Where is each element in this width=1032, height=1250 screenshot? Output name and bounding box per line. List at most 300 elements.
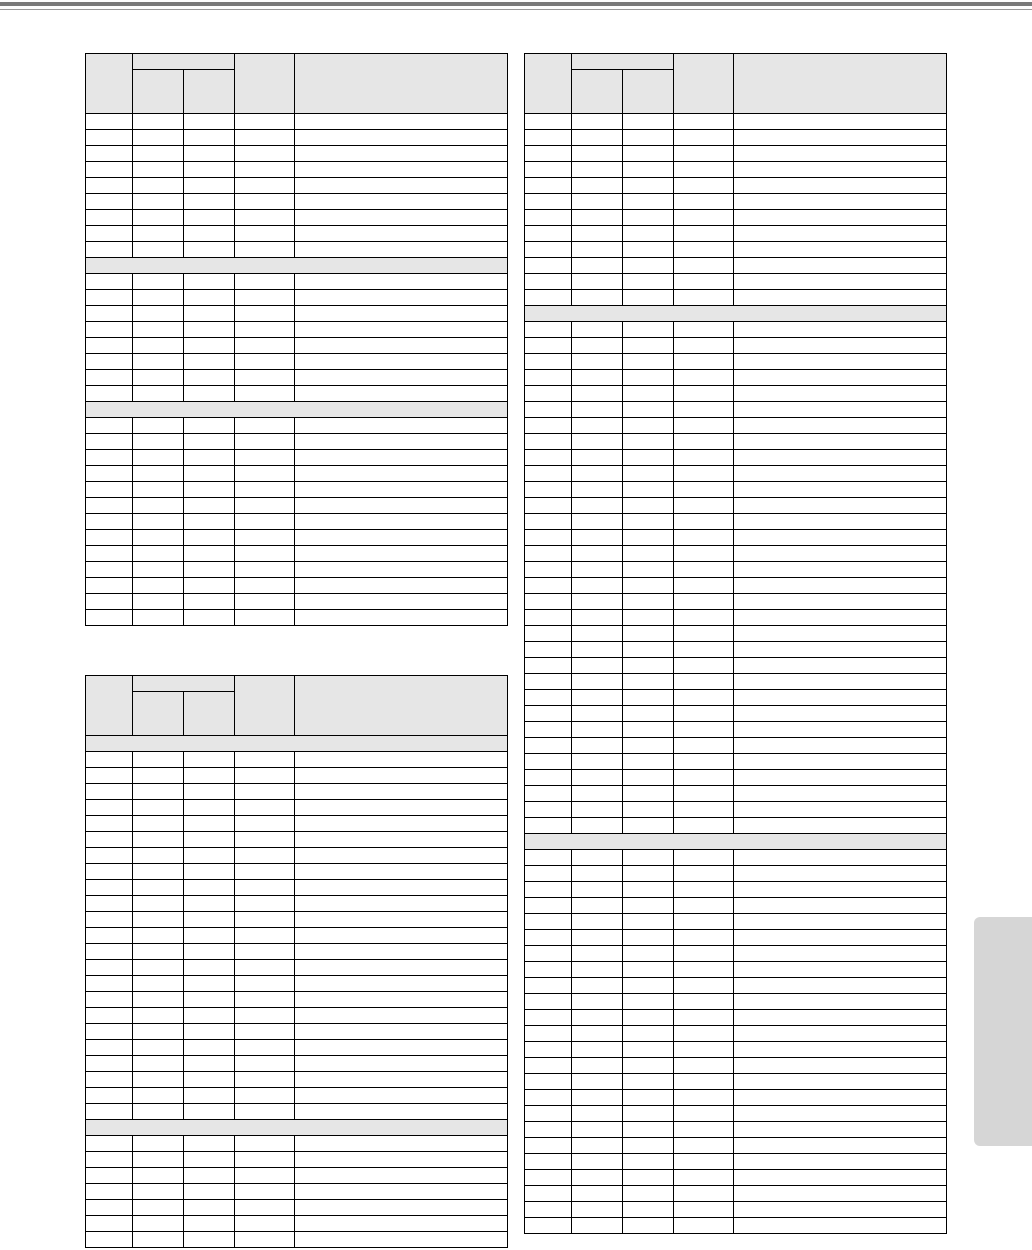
- table-row: [86, 146, 508, 162]
- table-cell: [86, 1072, 133, 1088]
- table-cell: [674, 626, 734, 642]
- table-row: [525, 242, 947, 258]
- table-cell: [86, 466, 133, 482]
- table-cell: [623, 690, 674, 706]
- table-cell: [133, 610, 184, 626]
- table-cell: [235, 210, 295, 226]
- table-cell: [184, 434, 235, 450]
- table-row: [525, 930, 947, 946]
- table-row: [525, 706, 947, 722]
- table-cell: [295, 418, 508, 434]
- header-group-cell: [133, 54, 235, 70]
- table-cell: [674, 210, 734, 226]
- table-row: [86, 594, 508, 610]
- table-row: [525, 1218, 947, 1234]
- table-cell: [235, 450, 295, 466]
- section-band-cell: [525, 306, 947, 322]
- table-cell: [184, 1136, 235, 1152]
- table-cell: [623, 738, 674, 754]
- table-cell: [734, 1138, 947, 1154]
- table-cell: [184, 1056, 235, 1072]
- table-cell: [572, 1154, 623, 1170]
- table-cell: [623, 114, 674, 130]
- table-cell: [133, 768, 184, 784]
- table-row: [86, 434, 508, 450]
- table-cell: [184, 1232, 235, 1248]
- table-cell: [525, 1090, 572, 1106]
- table-cell: [674, 354, 734, 370]
- table-cell: [235, 1008, 295, 1024]
- table-cell: [623, 258, 674, 274]
- table-row: [86, 370, 508, 386]
- table-cell: [86, 1040, 133, 1056]
- table-row: [86, 514, 508, 530]
- table-cell: [184, 1008, 235, 1024]
- table-cell: [623, 146, 674, 162]
- table-cell: [184, 752, 235, 768]
- table-cell: [525, 338, 572, 354]
- table-cell: [235, 1152, 295, 1168]
- table-cell: [734, 738, 947, 754]
- table-cell: [674, 578, 734, 594]
- table-cell: [525, 434, 572, 450]
- table-cell: [295, 1136, 508, 1152]
- table-cell: [184, 800, 235, 816]
- table-cell: [133, 1072, 184, 1088]
- table-cell: [525, 1186, 572, 1202]
- table-cell: [674, 610, 734, 626]
- table-row: [525, 370, 947, 386]
- table-cell: [184, 578, 235, 594]
- table-cell: [295, 290, 508, 306]
- table-cell: [734, 226, 947, 242]
- table-cell: [86, 1104, 133, 1120]
- table-cell: [235, 864, 295, 880]
- table-cell: [235, 370, 295, 386]
- table-cell: [295, 610, 508, 626]
- table-cell: [674, 370, 734, 386]
- table-cell: [86, 1168, 133, 1184]
- table-cell: [525, 386, 572, 402]
- table-cell: [86, 1088, 133, 1104]
- table-cell: [674, 418, 734, 434]
- table-row: [86, 976, 508, 992]
- table-cell: [295, 1056, 508, 1072]
- table-cell: [734, 674, 947, 690]
- header-group-cell: [572, 54, 674, 70]
- table-cell: [525, 322, 572, 338]
- table-cell: [133, 194, 184, 210]
- table-cell: [525, 194, 572, 210]
- table-row: [525, 1122, 947, 1138]
- table-cell: [525, 274, 572, 290]
- table-cell: [674, 1186, 734, 1202]
- section-side-tab[interactable]: [974, 917, 1032, 1146]
- table-row: [86, 864, 508, 880]
- table-cell: [295, 1232, 508, 1248]
- table-cell: [674, 530, 734, 546]
- table-cell: [525, 1058, 572, 1074]
- table-row: [86, 130, 508, 146]
- header-subcell: [623, 70, 674, 114]
- table-cell: [133, 306, 184, 322]
- table-row: [525, 850, 947, 866]
- table-cell: [133, 210, 184, 226]
- table-cell: [295, 162, 508, 178]
- table-cell: [623, 882, 674, 898]
- table-cell: [133, 418, 184, 434]
- table-cell: [235, 146, 295, 162]
- table-cell: [86, 338, 133, 354]
- table-row: [86, 1184, 508, 1200]
- table-row: [86, 1056, 508, 1072]
- table-cell: [572, 1026, 623, 1042]
- table-row: [525, 530, 947, 546]
- table-cell: [184, 1024, 235, 1040]
- table-cell: [623, 1138, 674, 1154]
- table-cell: [525, 882, 572, 898]
- table-cell: [734, 178, 947, 194]
- table-cell: [525, 290, 572, 306]
- table-cell: [295, 274, 508, 290]
- table-cell: [525, 482, 572, 498]
- table-cell: [674, 1122, 734, 1138]
- table-cell: [623, 1090, 674, 1106]
- table-cell: [184, 354, 235, 370]
- table-cell: [184, 418, 235, 434]
- table-cell: [734, 322, 947, 338]
- table-cell: [734, 802, 947, 818]
- table-cell: [133, 242, 184, 258]
- table-cell: [734, 114, 947, 130]
- table-cell: [734, 210, 947, 226]
- table-cell: [86, 912, 133, 928]
- table-row: [525, 1170, 947, 1186]
- table-cell: [184, 162, 235, 178]
- table-cell: [674, 226, 734, 242]
- table-cell: [235, 896, 295, 912]
- table-cell: [86, 498, 133, 514]
- table-cell: [734, 690, 947, 706]
- table-cell: [734, 434, 947, 450]
- table-cell: [674, 930, 734, 946]
- table-cell: [572, 1138, 623, 1154]
- table-cell: [295, 466, 508, 482]
- table-row: [86, 1168, 508, 1184]
- table-cell: [572, 1186, 623, 1202]
- table-row: [86, 450, 508, 466]
- table-cell: [525, 930, 572, 946]
- table-cell: [572, 930, 623, 946]
- table-cell: [235, 530, 295, 546]
- table-cell: [525, 706, 572, 722]
- table-cell: [623, 658, 674, 674]
- table-cell: [86, 610, 133, 626]
- header-cell: [734, 54, 947, 114]
- table-row: [86, 768, 508, 784]
- table-cell: [184, 274, 235, 290]
- table-cell: [184, 880, 235, 896]
- table-cell: [295, 832, 508, 848]
- table-cell: [572, 1058, 623, 1074]
- table-cell: [674, 1074, 734, 1090]
- table-cell: [734, 1026, 947, 1042]
- table-cell: [623, 1074, 674, 1090]
- table-cell: [86, 1008, 133, 1024]
- table-cell: [623, 482, 674, 498]
- table-cell: [623, 1154, 674, 1170]
- table-cell: [295, 1152, 508, 1168]
- table-cell: [184, 226, 235, 242]
- table-cell: [623, 274, 674, 290]
- table-row: [86, 338, 508, 354]
- table-cell: [674, 722, 734, 738]
- table-cell: [86, 976, 133, 992]
- table-cell: [86, 162, 133, 178]
- table-cell: [525, 610, 572, 626]
- table-row: [86, 194, 508, 210]
- table-cell: [235, 1136, 295, 1152]
- table-cell: [86, 1184, 133, 1200]
- table-cell: [86, 514, 133, 530]
- table-cell: [623, 130, 674, 146]
- table-cell: [184, 1200, 235, 1216]
- table-cell: [734, 146, 947, 162]
- table-cell: [572, 418, 623, 434]
- table-cell: [295, 482, 508, 498]
- table-cell: [86, 274, 133, 290]
- table-cell: [133, 1216, 184, 1232]
- table-cell: [734, 1122, 947, 1138]
- table-cell: [525, 946, 572, 962]
- table-cell: [572, 434, 623, 450]
- table-cell: [86, 226, 133, 242]
- table-cell: [572, 658, 623, 674]
- table-cell: [623, 610, 674, 626]
- table-cell: [525, 578, 572, 594]
- table-cell: [133, 1232, 184, 1248]
- table-cell: [734, 402, 947, 418]
- table-cell: [525, 178, 572, 194]
- table-cell: [184, 498, 235, 514]
- table-cell: [133, 960, 184, 976]
- table-cell: [235, 418, 295, 434]
- table-cell: [295, 976, 508, 992]
- table-cell: [525, 1138, 572, 1154]
- table-cell: [86, 896, 133, 912]
- table-cell: [734, 530, 947, 546]
- table-cell: [133, 944, 184, 960]
- table-cell: [734, 274, 947, 290]
- table-cell: [674, 1058, 734, 1074]
- header-cell: [295, 676, 508, 736]
- table-cell: [623, 562, 674, 578]
- table-cell: [734, 994, 947, 1010]
- table-cell: [572, 594, 623, 610]
- table-cell: [133, 130, 184, 146]
- table-cell: [133, 530, 184, 546]
- table-cell: [674, 290, 734, 306]
- table-cell: [295, 992, 508, 1008]
- table-cell: [86, 752, 133, 768]
- table-cell: [133, 816, 184, 832]
- table-cell: [133, 322, 184, 338]
- table-row: [525, 450, 947, 466]
- table-cell: [734, 658, 947, 674]
- table-cell: [525, 594, 572, 610]
- table-row: [86, 1200, 508, 1216]
- table-row: [86, 944, 508, 960]
- table-cell: [235, 194, 295, 210]
- header-subcell: [184, 692, 235, 736]
- table-row: [525, 546, 947, 562]
- section-band-cell: [86, 258, 508, 274]
- table-cell: [86, 594, 133, 610]
- table-cell: [295, 912, 508, 928]
- table-cell: [184, 768, 235, 784]
- table-cell: [674, 274, 734, 290]
- table-cell: [734, 1154, 947, 1170]
- table-cell: [86, 482, 133, 498]
- table-cell: [86, 1200, 133, 1216]
- table-cell: [674, 338, 734, 354]
- table-cell: [734, 1106, 947, 1122]
- table-cell: [184, 992, 235, 1008]
- table-row: [86, 466, 508, 482]
- table-cell: [295, 816, 508, 832]
- table-cell: [133, 546, 184, 562]
- table-cell: [295, 800, 508, 816]
- table-cell: [674, 962, 734, 978]
- table-cell: [572, 194, 623, 210]
- table-row: [525, 802, 947, 818]
- table-cell: [86, 944, 133, 960]
- table-cell: [572, 386, 623, 402]
- table-cell: [235, 386, 295, 402]
- table-cell: [525, 690, 572, 706]
- table-cell: [235, 928, 295, 944]
- table-cell: [734, 882, 947, 898]
- table-cell: [734, 898, 947, 914]
- table-cell: [184, 896, 235, 912]
- table-cell: [674, 322, 734, 338]
- table-cell: [86, 928, 133, 944]
- table-cell: [184, 130, 235, 146]
- table-cell: [86, 450, 133, 466]
- table-cell: [623, 946, 674, 962]
- table-cell: [295, 562, 508, 578]
- table-row: [86, 960, 508, 976]
- table-cell: [235, 1024, 295, 1040]
- table-cell: [674, 674, 734, 690]
- table-cell: [674, 1202, 734, 1218]
- table-cell: [133, 864, 184, 880]
- table-cell: [86, 530, 133, 546]
- table-cell: [734, 1058, 947, 1074]
- table-cell: [133, 514, 184, 530]
- table-row: [525, 786, 947, 802]
- table-cell: [734, 930, 947, 946]
- table-row: [86, 1104, 508, 1120]
- table-cell: [235, 976, 295, 992]
- table-cell: [674, 130, 734, 146]
- table-cell: [295, 848, 508, 864]
- table-cell: [235, 578, 295, 594]
- table-cell: [525, 546, 572, 562]
- table-cell: [235, 1040, 295, 1056]
- table-cell: [86, 242, 133, 258]
- table-cell: [623, 594, 674, 610]
- table-cell: [235, 816, 295, 832]
- table-cell: [572, 1202, 623, 1218]
- table-row: [525, 898, 947, 914]
- table-cell: [674, 1106, 734, 1122]
- table-cell: [674, 402, 734, 418]
- table-cell: [86, 434, 133, 450]
- table-cell: [572, 802, 623, 818]
- table-row: [86, 322, 508, 338]
- table-cell: [674, 562, 734, 578]
- table-cell: [525, 354, 572, 370]
- table-cell: [133, 880, 184, 896]
- table-cell: [674, 946, 734, 962]
- table-cell: [674, 882, 734, 898]
- table-cell: [525, 146, 572, 162]
- table-cell: [734, 466, 947, 482]
- table-cell: [623, 546, 674, 562]
- table-cell: [674, 770, 734, 786]
- table-row: [525, 418, 947, 434]
- table-cell: [86, 194, 133, 210]
- table-row: [525, 1074, 947, 1090]
- table-cell: [525, 258, 572, 274]
- table-cell: [623, 770, 674, 786]
- section-band-row: [86, 1120, 508, 1136]
- table-cell: [674, 114, 734, 130]
- table-cell: [86, 370, 133, 386]
- table-row: [525, 466, 947, 482]
- table-cell: [674, 482, 734, 498]
- table-cell: [734, 722, 947, 738]
- table-cell: [623, 978, 674, 994]
- table-row: [525, 1010, 947, 1026]
- table-cell: [623, 402, 674, 418]
- table-row: [525, 258, 947, 274]
- table-cell: [295, 752, 508, 768]
- table-cell: [86, 1136, 133, 1152]
- table-row: [525, 882, 947, 898]
- table-cell: [525, 162, 572, 178]
- table-cell: [235, 482, 295, 498]
- table-cell: [235, 354, 295, 370]
- table-cell: [623, 1010, 674, 1026]
- table-cell: [295, 242, 508, 258]
- table-row: [86, 880, 508, 896]
- table-cell: [734, 1090, 947, 1106]
- table-cell: [674, 546, 734, 562]
- table-cell: [572, 994, 623, 1010]
- table-cell: [86, 848, 133, 864]
- table-cell: [623, 242, 674, 258]
- table-cell: [734, 546, 947, 562]
- table-cell: [674, 1170, 734, 1186]
- table-cell: [133, 848, 184, 864]
- table-row: [86, 896, 508, 912]
- table-cell: [674, 994, 734, 1010]
- header-cell: [235, 54, 295, 114]
- section-band-cell: [525, 834, 947, 850]
- table-row: [86, 178, 508, 194]
